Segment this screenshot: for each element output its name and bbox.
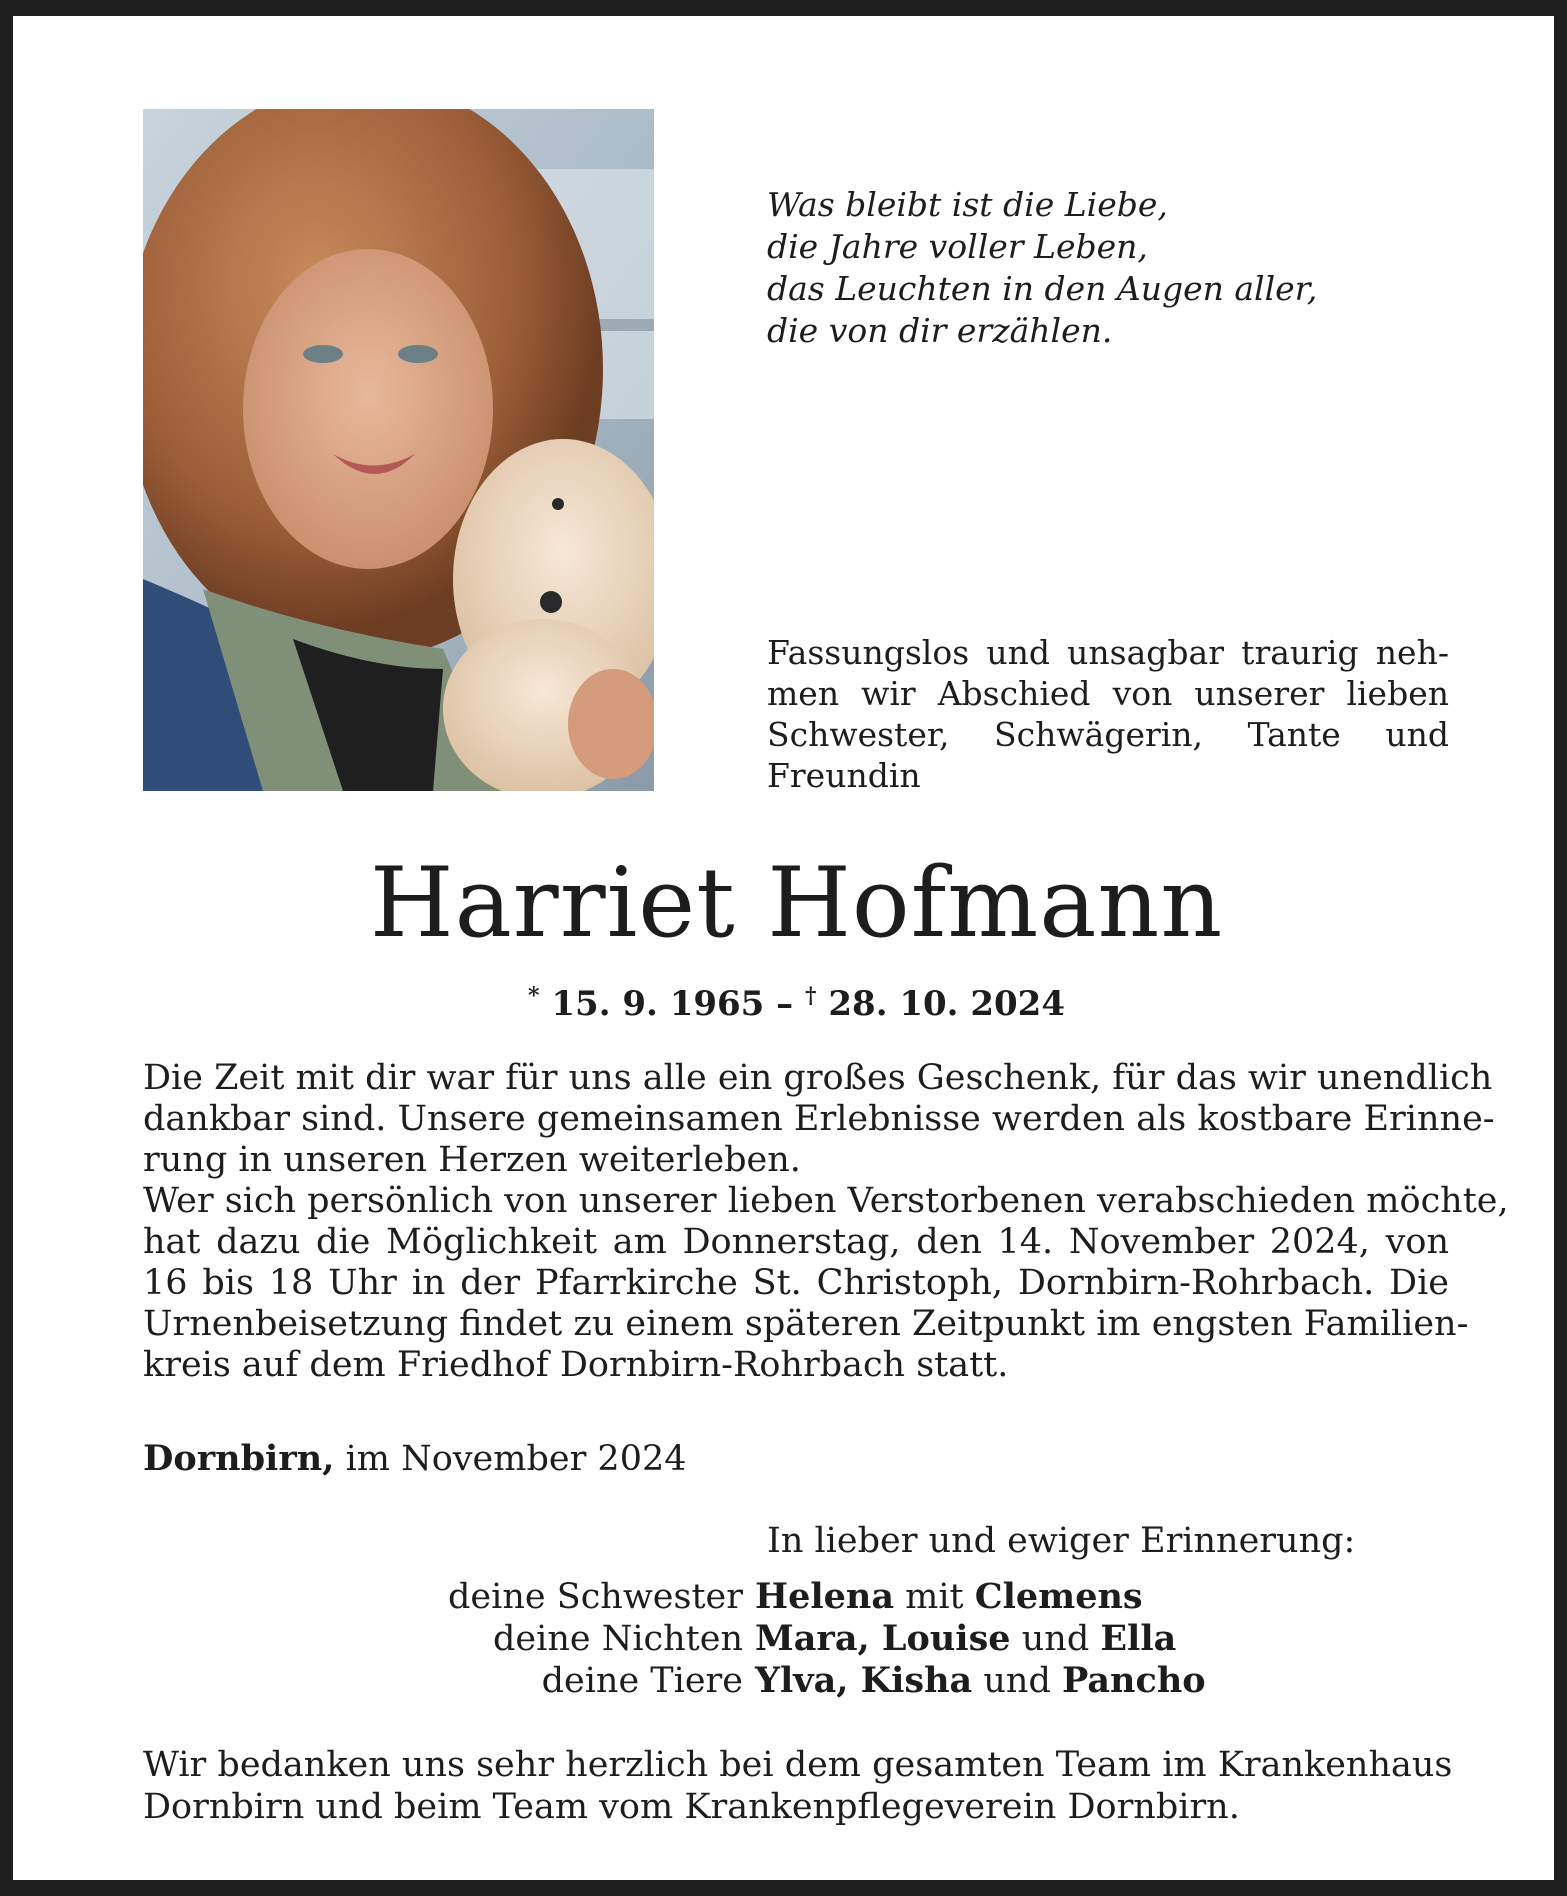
poem-line: Was bleibt ist die Liebe,: [767, 185, 1168, 224]
mourner-role: deine Schwester: [448, 1577, 743, 1617]
mourner-row: [143, 1618, 1449, 1660]
main-line: Die Zeit mit dir war für uns alle ein großes Geschenk, für das wir unendlich: [143, 1058, 1493, 1098]
intro-line: Schwester, Schwägerin, Tante und: [767, 715, 1449, 754]
poem-line: das Leuchten in den Augen aller,: [767, 269, 1318, 308]
portrait-image: [143, 109, 654, 791]
place: Dornbirn,: [143, 1438, 335, 1479]
mourner-names: [755, 1576, 1143, 1618]
death-date: 28. 10. 2024: [828, 984, 1065, 1024]
mourner-role: deine Nichten: [493, 1619, 743, 1659]
main-line: kreis auf dem Friedhof Dornbirn-Rohrbach statt.: [143, 1345, 1009, 1385]
poem: [767, 184, 1327, 352]
birth-date: 15. 9. 1965: [551, 984, 765, 1024]
deceased-name: Harriet Hofmann: [369, 847, 1224, 959]
mourners-list: [143, 1576, 1449, 1702]
intro-line: men wir Abschied von unserer lieben: [767, 674, 1449, 713]
intro-line: Fassungslos und unsagbar traurig neh-: [767, 633, 1449, 672]
main-line: Wer sich persönlich von unserer lieben Verstorbenen verabschieden möchte,: [143, 1181, 1509, 1221]
memory-heading: In lieber und ewiger Erinnerung:: [767, 1521, 1356, 1561]
mourner-conj: und: [1021, 1619, 1090, 1659]
main-line: dankbar sind. Unsere gemeinsamen Erlebnisse werden als kostbare Erinne-: [143, 1099, 1495, 1139]
mourner-names: [755, 1618, 1176, 1660]
main-line: rung in unseren Herzen weiterleben.: [143, 1140, 801, 1180]
mourner-names: [755, 1660, 1206, 1702]
mourner-name: Ella: [1100, 1618, 1177, 1659]
mourner-name: Mara, Louise: [755, 1618, 1011, 1659]
thanks-text: [143, 1744, 1453, 1828]
mourner-name: Helena: [755, 1576, 895, 1617]
main-text: [143, 1058, 1509, 1386]
life-dates: [13, 974, 1567, 1026]
portrait-photo: [143, 109, 654, 791]
main-line: hat dazu die Möglichkeit am Donnerstag, den 14. November 2024, von: [143, 1222, 1449, 1262]
mourner-name: Pancho: [1062, 1660, 1206, 1701]
mourner-row: [143, 1660, 1449, 1702]
date: im November 2024: [345, 1439, 687, 1479]
mourner-name: Clemens: [974, 1576, 1143, 1617]
death-symbol: †: [805, 983, 817, 1009]
mourner-conj: mit: [905, 1577, 964, 1617]
mourner-name: Ylva, Kisha: [755, 1660, 973, 1701]
main-line: Urnenbeisetzung findet zu einem späteren Zeitpunkt im engsten Familien-: [143, 1304, 1469, 1344]
mourner-conj: und: [983, 1661, 1051, 1701]
intro-line: Freundin: [767, 756, 921, 795]
main-line: 16 bis 18 Uhr in der Pfarrkirche St. Christoph, Dornbirn-Rohrbach. Die: [143, 1263, 1449, 1303]
mourner-role: deine Tiere: [541, 1661, 743, 1701]
mourner-row: [143, 1576, 1449, 1618]
date-separator: –: [776, 984, 794, 1024]
thanks-line: Wir bedanken uns sehr herzlich bei dem gesamten Team im Krankenhaus: [143, 1745, 1453, 1785]
thanks-line: Dornbirn und beim Team vom Krankenpflegeverein Dornbirn.: [143, 1787, 1240, 1827]
place-date: [143, 1438, 687, 1480]
poem-line: die von dir erzählen.: [767, 311, 1113, 350]
intro-text: [767, 632, 1449, 796]
birth-symbol: *: [528, 983, 540, 1009]
poem-line: die Jahre voller Leben,: [767, 227, 1148, 266]
